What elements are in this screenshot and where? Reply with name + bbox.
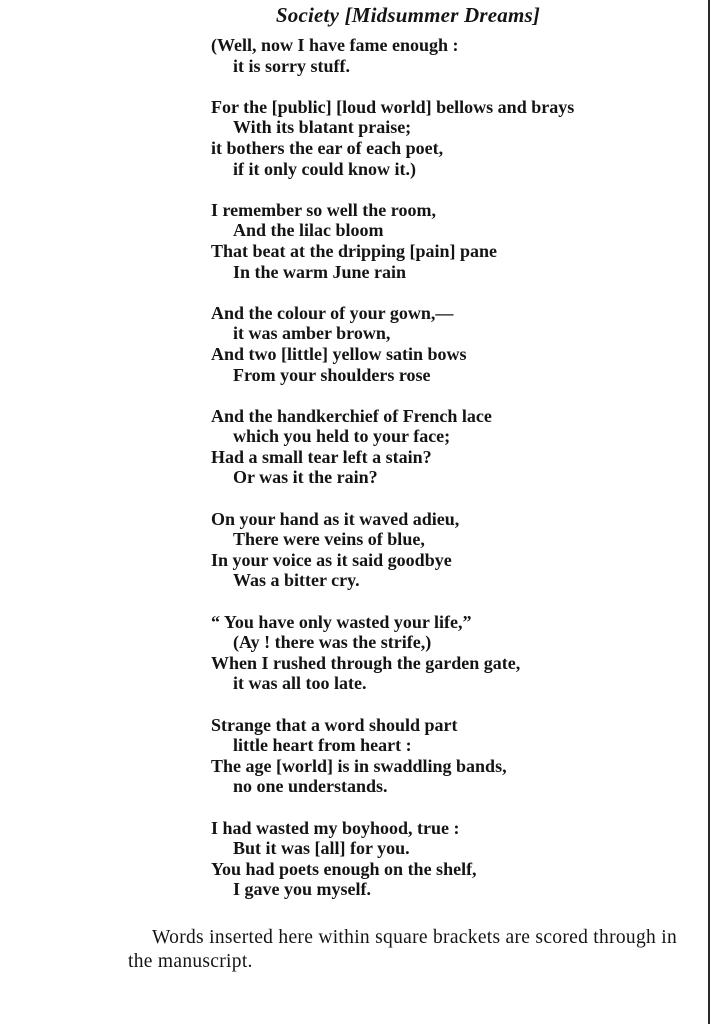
poem-line: The age [world] is in swaddling bands, (211, 755, 507, 776)
poem-line: no one understands. (233, 776, 388, 797)
poem-line: it was all too late. (233, 673, 367, 694)
editorial-footnote: Words inserted here within square brackets are scored through in the manuscript. (128, 927, 677, 972)
poem-line: it was amber brown, (233, 323, 391, 344)
poem-line: I remember so well the room, (211, 199, 436, 220)
poem-line: if it only could know it.) (233, 158, 417, 179)
poem-line: For the [public] [loud world] bellows and brays (211, 96, 575, 117)
stanza-7 (211, 612, 691, 694)
poem-line: And the lilac bloom (233, 220, 384, 241)
poem-line: Strange that a word should part (211, 714, 458, 735)
stanza-3 (211, 200, 691, 282)
stanza-1 (211, 35, 691, 76)
poem-line: On your hand as it waved adieu, (211, 508, 460, 529)
stanza-2 (211, 97, 691, 179)
poem-title: Society [Midsummer Dreams] (275, 3, 541, 27)
poem-line: In your voice as it said goodbye (211, 549, 452, 570)
poem-line: From your shoulders rose (233, 364, 431, 385)
stanza-4 (211, 303, 691, 385)
stanza-6 (211, 509, 691, 591)
poem-line: You had poets enough on the shelf, (211, 858, 477, 879)
poem-line: little heart from heart : (233, 735, 412, 756)
stanza-5 (211, 406, 691, 488)
poem-line: Was a bitter cry. (233, 570, 360, 591)
poem-line: “ You have only wasted your life,” (211, 611, 472, 632)
poem-line: That beat at the dripping [pain] pane (211, 240, 498, 261)
poem-line: And the colour of your gown,— (211, 302, 454, 323)
poem-body (211, 35, 691, 921)
page-edge-border (708, 0, 710, 1024)
poem-line: I had wasted my boyhood, true : (211, 817, 460, 838)
poem-line: There were veins of blue, (233, 529, 425, 550)
poem-line: When I rushed through the garden gate, (211, 652, 521, 673)
poem-line: (Well, now I have fame enough : (211, 35, 459, 55)
poem-line: which you held to your face; (233, 426, 451, 447)
poem-line: Had a small tear left a stain? (211, 446, 432, 467)
poem-line: Or was it the rain? (233, 467, 378, 488)
poem-line: it bothers the ear of each poet, (211, 137, 444, 158)
poem-line: it is sorry stuff. (233, 55, 350, 76)
poem-line: (Ay ! there was the strife,) (233, 632, 432, 653)
poem-line: With its blatant praise; (233, 117, 412, 138)
stanza-9 (211, 818, 691, 900)
poem-line: And the handkerchief of French lace (211, 405, 492, 426)
stanza-8 (211, 715, 691, 797)
poem-line: In the warm June rain (233, 261, 407, 282)
poem-line: I gave you myself. (233, 879, 371, 900)
poem-line: But it was [all] for you. (233, 838, 410, 859)
poem-line: And two [little] yellow satin bows (211, 343, 467, 364)
